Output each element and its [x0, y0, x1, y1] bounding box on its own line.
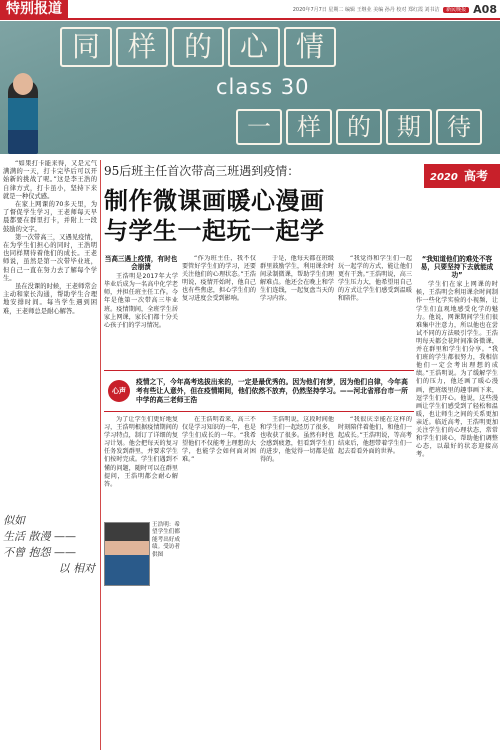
article-column-2 [182, 255, 256, 373]
pull-quote-badge: 心声 [108, 380, 130, 402]
sketch-line: 以 相对 [58, 562, 95, 575]
board-row2 [236, 109, 482, 145]
left-paragraph: 虽在没课的时候，王老师常会主动和家长沟通，帮助学生合理地安排时间。每当学生遇到困难，王老师总是耐心解答。 [3, 283, 97, 315]
left-paragraph: 在家上网课的70多天里，为了督促学生学习，王老师每天早晨都要在群里打卡，并附上一段鼓励的文字。 [3, 201, 97, 233]
teacher-portrait [104, 522, 150, 586]
sketch-line: 似如 [3, 514, 25, 527]
board-row1 [60, 27, 336, 67]
article-paragraph: 在王浩明看来，高三不仅是学习知识的一年，也是学生们成长的一年。“我希望他们不仅能考上理想的大学，也能学会如何面对困难。” [182, 416, 256, 464]
chalkboard-photo [0, 21, 500, 154]
article-paragraph: 于是，他每天都在班级群里鼓励学生，利用课余时间录制微课，帮助学生们理解难点。他还会在晚上和学生们连线，一起复盘当天的学习内容。 [260, 255, 334, 303]
pull-quote-text: 疫情之下，今年高考选拔出来的，一定是最优秀的。因为他们有梦，因为他们自律，今年高考有些让人意外，但在疫情期间，他们依然不放弃，仍然坚持学习。——河北省邢台市一所中学的高三老师王浩 [136, 377, 408, 404]
left-paragraph: “如果打卡能来得，又是元气满满的一天，打卡完毕后可以开始新的挑战了呢。”这是李王浩的自律方式，打卡虽小，坚持下来就是一种仪式感。 [3, 160, 97, 200]
headline-line1: 制作微课画暖心漫画 [104, 187, 325, 215]
article-column-4 [338, 255, 412, 373]
sketch-line: 不曾 抱怨 —— [3, 546, 76, 559]
teacher-head [13, 73, 33, 95]
page-header [0, 0, 500, 20]
header-pill: 新民晚报 [443, 7, 469, 13]
board-glyph: 情 [284, 27, 336, 67]
left-column [3, 160, 97, 505]
board-glyph: 的 [336, 109, 382, 145]
gaokao-year: 2020 [430, 172, 458, 183]
sketch-line: 生活 散漫 —— [3, 530, 76, 543]
board-glyph: 同 [60, 27, 112, 67]
page-number: A08 [473, 2, 497, 16]
board-glyph: 待 [436, 109, 482, 145]
board-glyph: 一 [236, 109, 282, 145]
headline-kicker: 95后班主任首次带高三班遇到疫情： [104, 164, 300, 178]
article-column-5 [416, 255, 498, 745]
board-glyph: 的 [172, 27, 224, 67]
article-paragraph: 学生们在家上网课的时候，王浩明会利用课余时间制作一些化学实验的小视频，让学生们直观地感受化学的魅力。他说，网课期间学生们很难集中注意力，所以他也在尝试不同的方法吸引学生。王浩明每天都会花时间准备微课，并在群里和学生们分享。“我们班的学生都很努力，我相信他们一定会考出理想的成绩。”王浩明说。为了缓解学生们的压力，他还画了暖心漫画，把班级里的趣事画下来，逗学生们开心。他说，这些漫画让学生们感受到了轻松和温暖，也让师生之间的关系更加亲近。临近高考，王浩明更加关注学生们的心理状态，常常和学生们谈心，帮助他们调整心态，以最好的状态迎接高考。 [416, 281, 498, 459]
section-tag: 特别报道 [0, 0, 68, 19]
class-label: class 30 [216, 75, 310, 99]
headline-line2: 与学生一起玩一起学 [104, 217, 325, 245]
article-column-8 [260, 416, 334, 746]
article-paragraph: 王浩明是2017年大学毕业后成为一名高中化学老师，并担任班主任工作。今年是他第一次带高三毕业班。疫情期间，全班学生居家上网课，家长们都十分关心孩子们的学习情况。 [104, 273, 178, 329]
gaokao-label: 高考 [464, 169, 489, 183]
section-heading: “我知道他们的难处不容易，只要坚持下去就能成功” [420, 255, 494, 280]
article-paragraph: “我很庆幸能在这样的时刻陪伴着他们，和他们一起成长。”王浩明说，等高考结束后，他想带着学生们一起去看看外面的世界。 [338, 416, 412, 456]
article-column-7 [182, 416, 256, 746]
article-paragraph: “作为班主任，我不仅要管好学生们的学习，还要关注他们的心理状态。”王浩明说，疫情开始时，他自己也有些焦虑，担心学生们的复习进度会受到影响。 [182, 255, 256, 303]
board-glyph: 样 [286, 109, 332, 145]
pull-quote [104, 370, 414, 412]
article-paragraph: “我觉得和学生们一起玩一起学的方式，能让他们更有干劲。”王浩明说，高三学生压力大，他希望用自己的方式让学生们感受到温暖和陪伴。 [338, 255, 412, 303]
handwritten-sketch [3, 513, 99, 573]
header-meta-text: 2020年7月7日 星期二 编辑 王继业 美编 孙丹 校对 郑红霞 刘书洁 [292, 6, 440, 13]
gaokao-tag [424, 164, 500, 188]
left-paragraph: 第一次带高三，又遇见疫情，在为学生们担心的同时，王浩明也同样期待着他们的成长。王老师说，虽然是第一次带毕业班，但自己一直在努力去了解每个学生。 [3, 233, 97, 282]
article-column-9 [338, 416, 412, 746]
header-meta [68, 6, 473, 13]
column-divider [100, 160, 101, 750]
board-glyph: 样 [116, 27, 168, 67]
article-column-3 [260, 255, 334, 373]
article-paragraph: 为了让学生们更好地复习，王浩明根据疫情期间的学习特点，制订了详细的复习计划。他会把每天的复习任务发到群里，并要求学生们按时完成。学生们遇到不懂的问题，随时可以在群里提问，王浩明都会耐心解答。 [104, 416, 178, 488]
portrait-caption: 王浩明：希望学生们都能考出好成绩。受访者供图 [152, 522, 180, 558]
section-heading: 当高三遇上疫情，有时也会崩溃 [104, 255, 178, 272]
article-column-1 [104, 255, 178, 373]
board-glyph: 心 [228, 27, 280, 67]
article-paragraph: 王浩明说，这段时间他和学生们一起经历了很多，也收获了很多。虽然有时也会感到疲惫，但看到学生们的进步，他觉得一切都是值得的。 [260, 416, 334, 464]
board-glyph: 期 [386, 109, 432, 145]
